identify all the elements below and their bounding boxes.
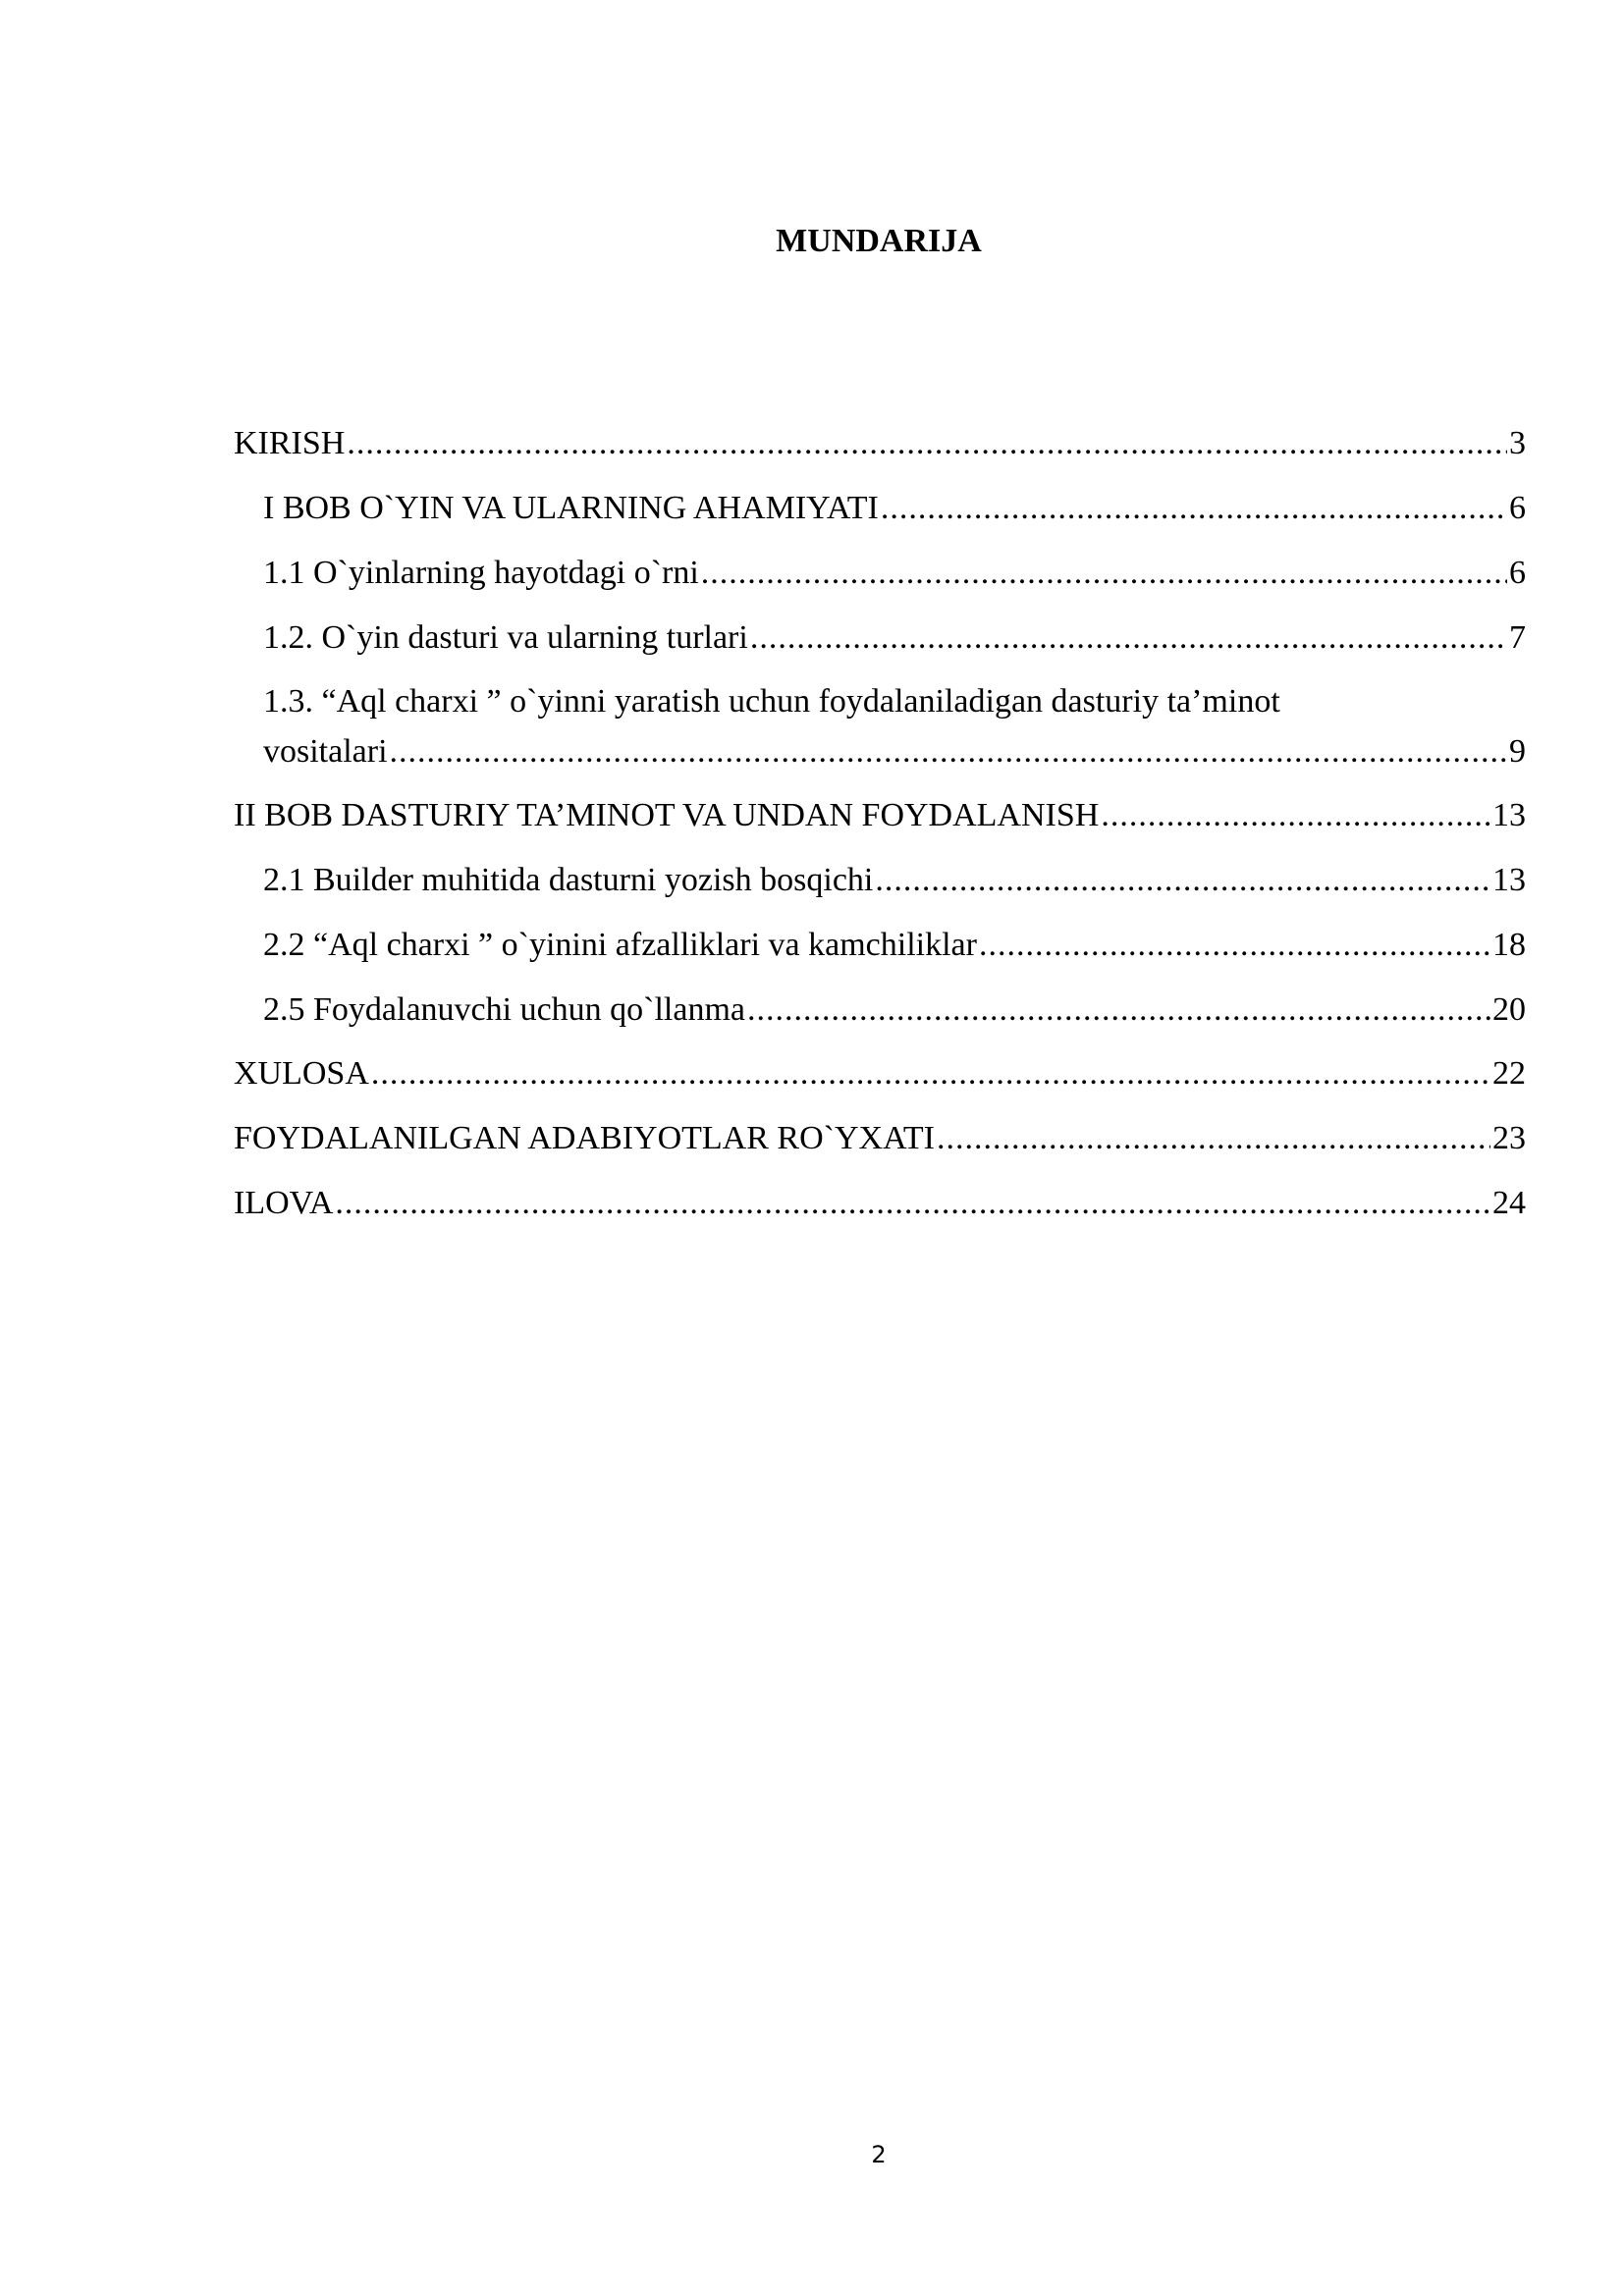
toc-entry-section-2-1[interactable] bbox=[263, 861, 1526, 900]
dot-leader bbox=[335, 1184, 1490, 1223]
dot-leader bbox=[875, 861, 1490, 900]
dot-leader bbox=[390, 732, 1507, 772]
toc-entry-page: 23 bbox=[1492, 1120, 1526, 1156]
toc-entry-references[interactable] bbox=[234, 1119, 1526, 1158]
toc-entry-label: I BOB O`YIN VA ULARNING AHAMIYATI bbox=[263, 490, 879, 526]
toc-entry-page: 24 bbox=[1492, 1185, 1526, 1221]
toc-entry-label: ILOVA bbox=[234, 1185, 334, 1221]
toc-entry-label: 1.1 O`yinlarning hayotdagi o`rni bbox=[263, 555, 699, 591]
toc-entry-page: 3 bbox=[1509, 425, 1526, 461]
toc-entry-label: XULOSA bbox=[234, 1055, 369, 1092]
toc-entry-kirish[interactable] bbox=[234, 424, 1526, 463]
toc-entry-section-1-3-line2[interactable] bbox=[263, 732, 1526, 772]
toc-entry-section-2-2[interactable] bbox=[263, 926, 1526, 965]
toc-entry-label: II BOB DASTURIY TA’MINOT VA UNDAN FOYDALANISH bbox=[234, 797, 1100, 833]
toc-entry-label: vositalari bbox=[263, 733, 388, 770]
page-title: MUNDARIJA bbox=[776, 223, 982, 259]
toc-entry-section-1-1[interactable] bbox=[263, 554, 1526, 593]
toc-entry-section-2-5[interactable] bbox=[263, 990, 1526, 1030]
toc-entry-chapter-1[interactable] bbox=[263, 489, 1526, 528]
dot-leader bbox=[701, 554, 1507, 593]
toc-entry-label: 1.2. O`yin dasturi va ularning turlari bbox=[263, 619, 748, 656]
toc-entry-page: 6 bbox=[1509, 490, 1526, 526]
toc-entry-page: 22 bbox=[1492, 1055, 1526, 1092]
toc-entry-page: 13 bbox=[1492, 862, 1526, 898]
dot-leader bbox=[347, 424, 1507, 463]
page-number: 2 bbox=[871, 2141, 887, 2168]
toc-entry-xulosa[interactable] bbox=[234, 1054, 1526, 1094]
toc-entry-page: 20 bbox=[1492, 991, 1526, 1028]
toc-entry-page: 9 bbox=[1509, 733, 1526, 770]
toc-entry-label: 2.1 Builder muhitida dasturni yozish bosqichi bbox=[263, 862, 874, 898]
dot-leader bbox=[1101, 796, 1490, 835]
dot-leader bbox=[747, 990, 1490, 1030]
dot-leader bbox=[979, 926, 1490, 965]
toc-entry-label: 2.5 Foydalanuvchi uchun qo`llanma bbox=[263, 991, 746, 1028]
toc-entry-chapter-2[interactable] bbox=[234, 796, 1526, 835]
dot-leader bbox=[937, 1119, 1490, 1158]
toc-entry-page: 13 bbox=[1492, 797, 1526, 833]
dot-leader bbox=[371, 1054, 1490, 1094]
toc-entry-page: 7 bbox=[1509, 619, 1526, 656]
toc-entry-label: KIRISH bbox=[234, 425, 346, 461]
toc-entry-section-1-3-line1[interactable]: 1.3. “Aql charxi ” o`yinni yaratish uchun foydalaniladigan dasturiy ta’minot bbox=[263, 683, 1280, 720]
toc-entry-page: 18 bbox=[1492, 927, 1526, 963]
toc-entry-section-1-2[interactable] bbox=[263, 618, 1526, 658]
dot-leader bbox=[750, 618, 1507, 658]
toc-entry-label: 2.2 “Aql charxi ” o`yinini afzalliklari va kamchiliklar bbox=[263, 927, 977, 963]
toc-entry-page: 6 bbox=[1509, 555, 1526, 591]
toc-entry-label: FOYDALANILGAN ADABIYOTLAR RO`YXATI bbox=[234, 1120, 935, 1156]
dot-leader bbox=[881, 489, 1507, 528]
toc-entry-ilova[interactable] bbox=[234, 1184, 1526, 1223]
